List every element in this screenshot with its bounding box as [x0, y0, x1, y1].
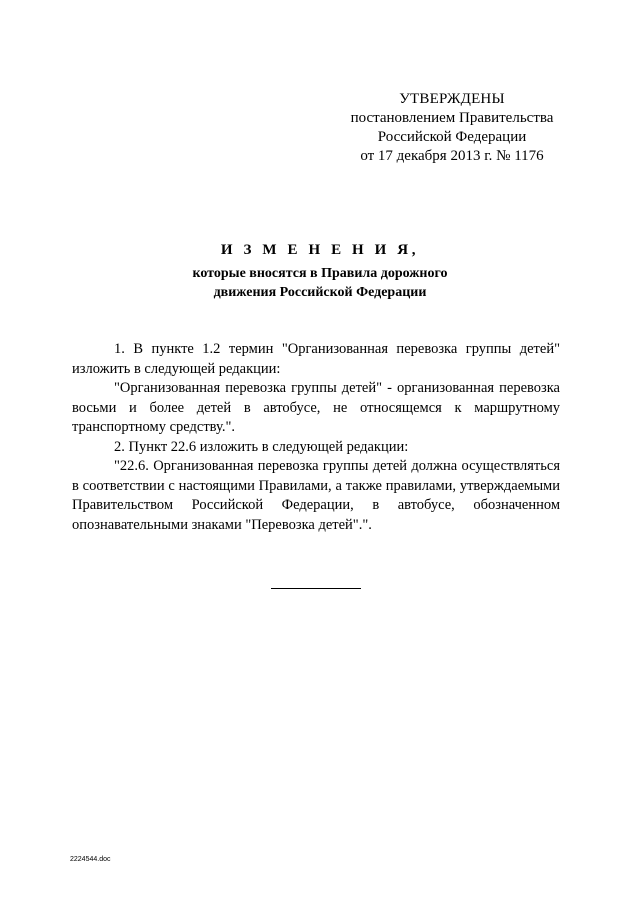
approval-line-federation: Российской Федерации [377, 129, 527, 145]
document-title: И З М Е Н Е Н И Я, [220, 242, 420, 258]
paragraph-2: "Организованная перевозка группы детей" - организованная перевозка восьми и более детей в автобусе, не относящемся к маршрутному транспортному средству.". [72, 380, 560, 435]
approval-line-date: от 17 декабря 2013 г. № 1176 [360, 148, 544, 164]
document-subtitle [70, 264, 570, 302]
footer-filename: 2224544.doc [70, 856, 111, 863]
approval-heading: УТВЕРЖДЕНЫ [399, 91, 505, 107]
document-title-block [70, 239, 570, 302]
paragraph-1: 1. В пункте 1.2 термин "Организованная перевозка группы детей" изложить в следующей редакции: [72, 341, 560, 377]
subtitle-line-2: движения Российской Федерации [213, 285, 427, 300]
subtitle-line-1: которые вносятся в Правила дорожного [192, 266, 448, 281]
end-divider [271, 588, 361, 589]
approval-stamp [332, 90, 572, 166]
paragraph-3: 2. Пункт 22.6 изложить в следующей редакции: [114, 438, 409, 455]
approval-line-decree: постановлением Правительства [350, 110, 554, 126]
document-body [72, 340, 560, 535]
paragraph-4: "22.6. Организованная перевозка группы детей должна осуществляться в соответствии с настоящими Правилами, а также правилами, утверждаемыми Правительством Российской Федерации, в автобусе, обозначенном опознавательными знаками "Перевозка детей".". [72, 458, 560, 533]
